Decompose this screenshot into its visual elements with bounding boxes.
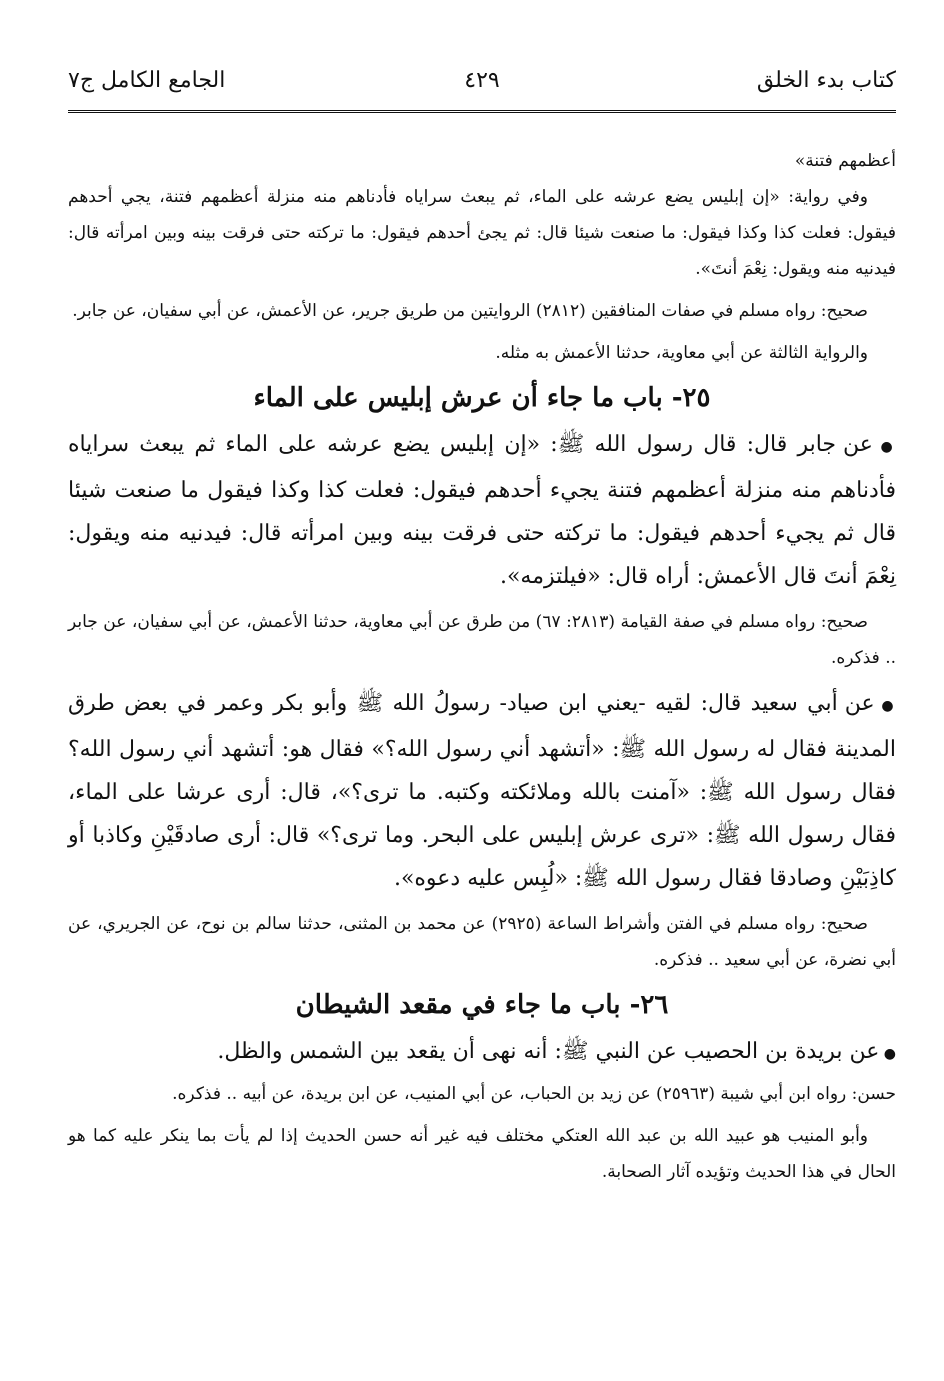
page-header bbox=[68, 60, 896, 113]
takhrij-note: صحيح: رواه مسلم في صفات المنافقين (٢٨١٢) الروايتين من طريق جرير، عن الأعمش، عن أبي سفيان، عن جابر. bbox=[72, 301, 868, 321]
hadith-jabir: ● عن جابر قال: قال رسول الله ﷺ: «إن إبليس يضع عرشه على الماء ثم يبعث سراياه فأدناهم منه منزلة أعظمهم فتنة يجيء أحدهم فيقول: فعلت كذا وكذا فيقول ما صنعت شيئا قال ثم يجيء أحدهم فيقول: ما تركته حتى فرقت بينه وبين امرأته قال: فيدنيه منه ويقول: نِعْمَ أنتَ قال الأعمش: أراه قال: «فيلتزمه». bbox=[68, 423, 896, 598]
takhrij-note: صحيح: رواه مسلم في صفة القيامة (٢٨١٣: ٦٧) من طرق عن أبي معاوية، حدثنا الأعمش، عن أبي سفيان، عن جابر .. فذكره. bbox=[68, 612, 896, 668]
narration-note: والرواية الثالثة عن أبي معاوية، حدثنا الأعمش به مثله. bbox=[495, 343, 868, 363]
hadith-abu-said: ● عن أبي سعيد قال: لقيه -يعني ابن صياد- رسولُ الله ﷺ وأبو بكر وعمر في بعض طرق المدينة فقال له رسول الله ﷺ: «أتشهد أني رسول الله؟» فقال هو: أتشهد أني رسول الله؟ فقال رسول الله ﷺ: «آمنت بالله وملائكته وكتبه. ما ترى؟»، قال: أرى عرشا على الماء، فقال رسول الله ﷺ: «ترى عرش إبليس على البحر. وما ترى؟» قال: أرى صادقَيْنِ وكاذبا أو كاذِبَيْنِ وصادقا فقال رسول الله ﷺ: «لُبِس عليه دعوه». bbox=[68, 682, 896, 900]
takhrij-note: حسن: رواه ابن أبي شيبة (٢٥٩٦٣) عن زيد بن الحباب، عن أبي المنيب، عن ابن بريدة، عن أبيه .. فذكره. bbox=[172, 1084, 896, 1104]
narrator-note: وأبو المنيب هو عبيد الله بن عبد الله العتكي مختلف فيه غير أنه حسن الحديث إذا لم يأت بما ينكر عليه كما هو الحال في هذا الحديث وتؤيده آثار الصحابة. bbox=[68, 1126, 896, 1182]
hadith-continuation: أعظمهم فتنة» bbox=[794, 151, 896, 171]
book-title: كتاب بدء الخلق bbox=[756, 68, 896, 93]
page-number: ٤٢٩ bbox=[464, 68, 500, 93]
takhrij-note: صحيح: رواه مسلم في الفتن وأشراط الساعة (٢٩٢٥) عن محمد بن المثنى، حدثنا سالم بن نوح، عن الجريري، عن أبي نضرة، عن أبي سعيد .. فذكره. bbox=[68, 914, 896, 970]
variant-narration: وفي رواية: «إن إبليس يضع عرشه على الماء، ثم يبعث سراياه فأدناهم منه منزلة أعظمهم فتنة، يجي أحدهم فيقول: فعلت كذا وكذا فيقول: ما صنعت شيئا قال: ثم يجئ أحدهم فيقول: ما تركته حتى فرقت بينه وبين امرأته قال: فيدنيه منه ويقول: نِعْمَ أنتَ». bbox=[68, 187, 896, 279]
book-page bbox=[68, 60, 896, 1360]
chapter-heading-25: ٢٥- باب ما جاء أن عرش إبليس على الماء bbox=[253, 383, 711, 413]
chapter-heading-26: ٢٦- باب ما جاء في مقعد الشيطان bbox=[295, 990, 669, 1020]
page-content bbox=[68, 143, 896, 1190]
collection-title: الجامع الكامل ج٧ bbox=[68, 68, 226, 93]
hadith-buraydah: ● عن بريدة بن الحصيب عن النبي ﷺ: أنه نهى أن يقعد بين الشمس والظل. bbox=[68, 1030, 896, 1076]
